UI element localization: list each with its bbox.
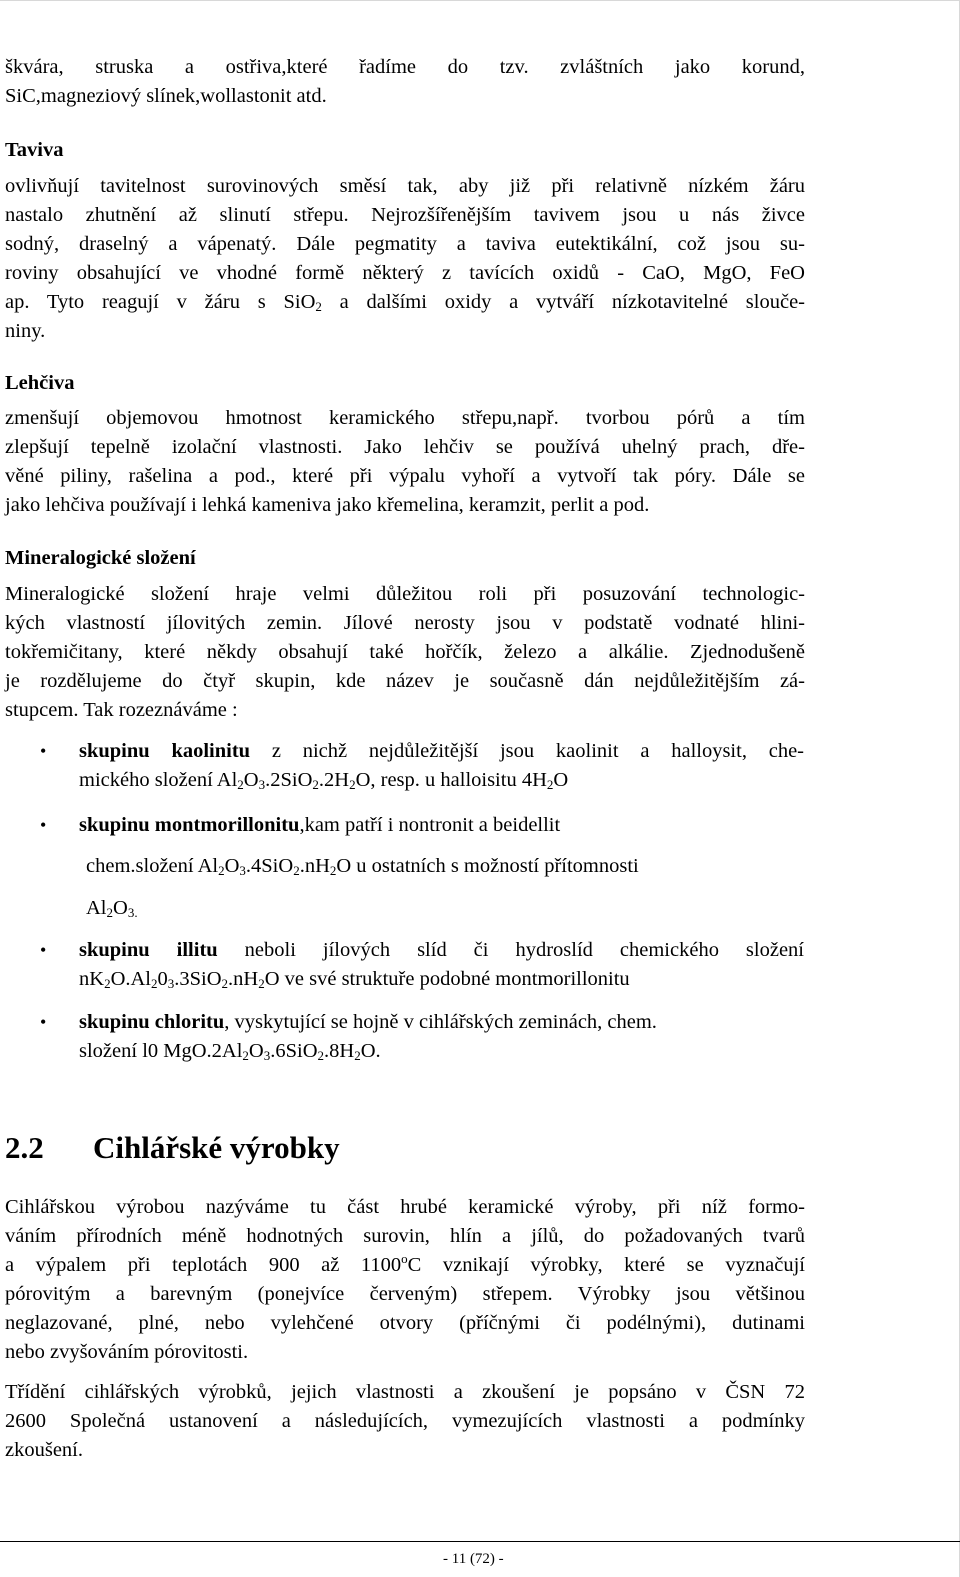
text-line: sodný, draselný a vápenatý. Dále pegmatity a taviva eutektikální, což jsou su- — [5, 233, 805, 255]
text-line: skupinu chloritu, vyskytující se hojně v cihlářských zeminách, chem. — [79, 1011, 657, 1033]
lehciva-paragraph — [5, 404, 805, 520]
intro-paragraph — [5, 53, 805, 111]
text-line: složení l0 $MgO.2Al_2O_3.6SiO_2.8H_2O$. — [79, 1040, 381, 1063]
section-title: Cihlářské výrobky — [93, 1130, 340, 1165]
text-line: a výpalem při teplotách 900 až 1100$^o$C vznikají výrobky, které se vyznačují — [5, 1251, 806, 1276]
footer-divider — [0, 1541, 960, 1542]
text-line: ap. Tyto reagují v žáru s SiO$_2$ a dalšími oxidy a vytváří nízkotavitelné slouče- — [5, 291, 805, 314]
text-line: $nK_2O.Al_20_3.3SiO_2.nH_2O$ ve své struktuře podobné montmorillonitu — [79, 968, 630, 991]
list-item-montmorillonit — [79, 811, 804, 840]
text-line: ovlivňují tavitelnost surovinových směsí tak, aby již při relativně nízkém žáru — [5, 175, 805, 197]
text-line: SiC,magneziový slínek,wollastonit atd. — [5, 85, 327, 107]
text-line: tokřemičitany, které někdy obsahují také hořčík, železo a alkálie. Zjednodušeně — [5, 641, 805, 663]
text-line: nastalo zhutnění až slinutí střepu. Nejrozšířenějším tavivem jsou u nás živce — [5, 204, 805, 226]
text-line: Cihlářskou výrobou nazýváme tu část hrubé keramické výroby, při níž formo- — [5, 1196, 805, 1218]
text-line: neglazované, plné, nebo vylehčené otvory (příčnými či podélnými), dutinami — [5, 1312, 805, 1334]
text-line: zmenšují objemovou hmotnost keramického střepu,např. tvorbou pórů a tím — [5, 407, 805, 429]
text-line: zkoušení. — [5, 1439, 83, 1461]
text-line: škvára, struska a ostřiva,které řadíme do tzv. zvláštních jako korund, — [5, 56, 805, 78]
mineral-paragraph — [5, 580, 805, 725]
bullet-icon: • — [40, 1012, 47, 1032]
section-paragraph-1 — [5, 1193, 805, 1367]
heading-mineralogicke-slozeni: Mineralogické složení — [5, 547, 196, 569]
text-line: kých vlastností jílovitých zemin. Jílové nerosty jsou v podstatě vodnaté hlini- — [5, 612, 805, 634]
heading-taviva: Taviva — [5, 139, 64, 161]
bullet-icon: • — [40, 940, 47, 960]
text-line: chem.složení $Al_2O_3.4SiO_2.nH_2O$ u ostatních s možností přítomnosti — [86, 855, 639, 878]
text-line: skupinu montmorillonitu,kam patří i nontronit a beidellit — [79, 814, 561, 836]
text-line: je rozdělujeme do čtyř skupin, kde název je současně dán nejdůležitějším zá- — [5, 670, 805, 692]
text-line: Třídění cihlářských výrobků, jejich vlastnosti a zkoušení je popsáno v ČSN 72 — [5, 1381, 805, 1403]
bullet-icon: • — [40, 815, 47, 835]
text-line: nebo zvyšováním pórovitosti. — [5, 1341, 249, 1363]
text-line: zlepšují tepelně izolační vlastnosti. Jako lehčiv se používá uhelný prach, dře- — [5, 436, 805, 458]
text-line: Mineralogické složení hraje velmi důležitou roli při posuzování technologic- — [5, 583, 805, 605]
section-paragraph-2 — [5, 1378, 805, 1465]
text-line: váním přírodních méně hodnotných surovin, hlín a jílů, do požadovaných tvarů — [5, 1225, 805, 1247]
text-line: roviny obsahující ve vhodné formě některý z tavících oxidů - CaO, MgO, FeO — [5, 262, 805, 284]
list-item-kaolinit — [79, 737, 804, 795]
list-item-montmorillonit-detail — [86, 852, 806, 881]
text-line: $Al_2O_{3.}$ — [86, 897, 138, 920]
list-item-montmorillonit-detail — [86, 894, 806, 923]
text-line: pórovitým a barevným (ponejvíce červeným) střepem. Výrobky jsou většinou — [5, 1283, 805, 1305]
text-line: skupinu kaolinitu z nichž nejdůležitější jsou kaolinit a halloysit, che- — [79, 740, 805, 762]
text-line: věné piliny, rašelina a pod., které při výpalu vyhoří a vytvoří tak póry. Dále se — [5, 465, 805, 487]
text-line: jako lehčiva používají i lehká kameniva jako křemelina, keramzit, perlit a pod. — [5, 494, 650, 516]
heading-lehciva: Lehčiva — [5, 372, 75, 394]
page-number: - 11 (72) - — [443, 1551, 504, 1567]
text-line: mického složení $Al_2O_3.2SiO_2.2H_2O$, resp. u halloisitu $4H_2O$ — [79, 769, 569, 792]
bullet-icon: • — [40, 741, 47, 761]
text-line: niny. — [5, 320, 46, 342]
taviva-paragraph — [5, 172, 805, 346]
text-line: 2600 Společná ustanovení a následujících, vymezujících vlastnosti a podmínky — [5, 1410, 805, 1432]
list-item-chlorit — [79, 1008, 804, 1066]
text-line: skupinu illitu neboli jílových slíd či hydroslíd chemického složení — [79, 939, 804, 961]
section-number: 2.2 — [5, 1130, 44, 1165]
text-line: stupcem. Tak rozeznáváme : — [5, 699, 238, 721]
list-item-illit — [79, 936, 804, 994]
section-heading — [5, 1128, 340, 1168]
